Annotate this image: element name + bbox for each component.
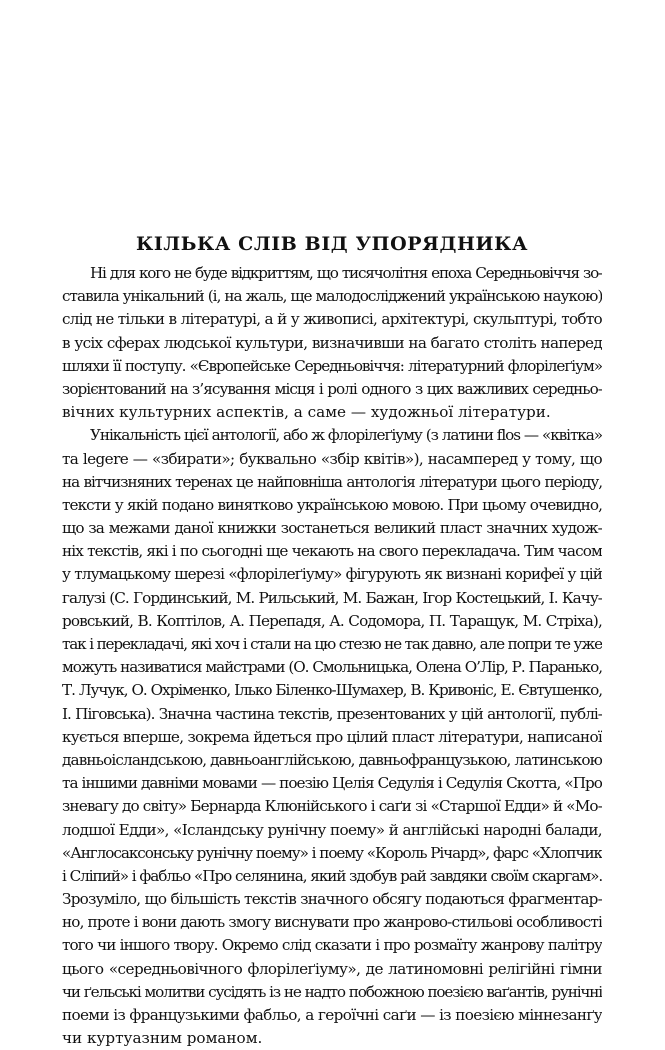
paragraph-2	[62, 424, 602, 1050]
chapter-title: КІЛЬКА СЛІВ ВІД УПОРЯДНИКА	[135, 233, 529, 255]
text-line: «Англосаксонську рунічну поему» і поему «Король Річард», фарс «Хлопчик	[62, 843, 602, 862]
text-line: лодшої Едди», «Ісландську рунічну поему» й англійські народні балади,	[62, 820, 602, 839]
text-line: но, проте і вони дають змогу виснувати про жанрово-стильові особливості	[62, 913, 602, 932]
text-line: кується вперше, зокрема йдеться про цілий пласт літератури, написаної	[62, 727, 602, 746]
text-line: поеми із французькими фабльо, а героїчні саґи — із поезією міннезанґу	[62, 1006, 602, 1024]
text-line: чи куртуазним романом.	[62, 1029, 263, 1048]
text-line: та legere — «збирати»; буквально «збір квітів»), насамперед у тому, що	[62, 449, 602, 468]
text-line: цього «середньовічного флорілеґіуму», де латиномовні релігійні гімни	[62, 959, 602, 978]
text-line: того чи іншого твору. Окремо слід сказати і про розмаїту жанрову палітру	[62, 936, 602, 955]
text-line: ставила унікальний (і, на жаль, ще малодосліджений українською наукою)	[62, 287, 602, 306]
text-line: вічних культурних аспектів, а саме — художньої літератури.	[62, 403, 551, 422]
text-line: на вітчизняних теренах це найповніша антологія літератури цього періоду,	[62, 472, 602, 491]
body-text	[62, 262, 602, 1050]
text-line: зорієнтований на з’ясування місця і ролі одного з цих важливих середньо-	[62, 379, 602, 398]
text-line: галузі (С. Гординський, М. Рильський, М. Бажан, Ігор Костецький, І. Качу-	[62, 588, 602, 607]
text-line: шляхи її поступу. «Європейське Середньовіччя: літературний флорілеґіум»	[62, 356, 602, 375]
text-line: І. Піговська). Значна частина текстів, презентованих у цій антології, публі-	[62, 704, 602, 723]
text-line: у тлумацькому шерезі «флорілеґіуму» фігурують як визнані корифеї у цій	[62, 565, 602, 584]
text-line: можуть називатися майстрами (О. Смольницька, Олена О’Лір, Р. Паранько,	[62, 658, 602, 677]
text-line: Ні для кого не буде відкриттям, що тисячолітня епоха Середньовіччя зо-	[90, 264, 602, 282]
text-line: і Сліпий» і фабльо «Про селянина, який здобув рай завдяки своїм скаргам».	[62, 866, 602, 885]
text-line: так і перекладачі, які хоч і стали на цю стезю не так давно, але попри те уже	[62, 635, 602, 653]
text-line: Зрозуміло, що більшість текстів значного обсягу подаються фрагментар-	[62, 890, 602, 909]
text-line: чи ґельські молитви сусідять із не надто побожною поезією ваґантів, рунічні	[62, 982, 602, 1001]
text-line: зневагу до світу» Бернарда Клюнійського і саґи зі «Старшої Едди» й «Мо-	[62, 797, 602, 816]
text-line: ровський, В. Коптілов, А. Перепадя, А. Содомора, П. Таращук, М. Стріха),	[62, 611, 602, 630]
text-line: слід не тільки в літературі, а й у живописі, архітектурі, скульптурі, тобто	[62, 310, 602, 329]
text-line: тексти у якій подано винятково українською мовою. При цьому очевидно,	[62, 495, 602, 514]
text-line: що за межами даної книжки зостанеться великий пласт значних худож-	[62, 519, 602, 538]
text-line: ніх текстів, які і по сьогодні ще чекають на свого перекладача. Тим часом	[62, 542, 602, 561]
paragraph-1	[62, 262, 602, 424]
text-line: та іншими давніми мовами — поезію Целія Седулія і Седулія Скотта, «Про	[62, 774, 602, 793]
text-line: давньоісландською, давньоанглійською, давньофранцузькою, латинською	[62, 750, 602, 769]
text-line: Унікальність цієї антології, або ж флорілеґіуму (з латини flos — «квітка»	[90, 426, 602, 445]
text-line: Т. Лучук, О. Охріменко, Ілько Біленко-Шумахер, В. Кривоніс, Е. Євтушенко,	[62, 681, 602, 700]
text-line: в усіх сферах людської культури, визначивши на багато століть наперед	[62, 333, 602, 352]
